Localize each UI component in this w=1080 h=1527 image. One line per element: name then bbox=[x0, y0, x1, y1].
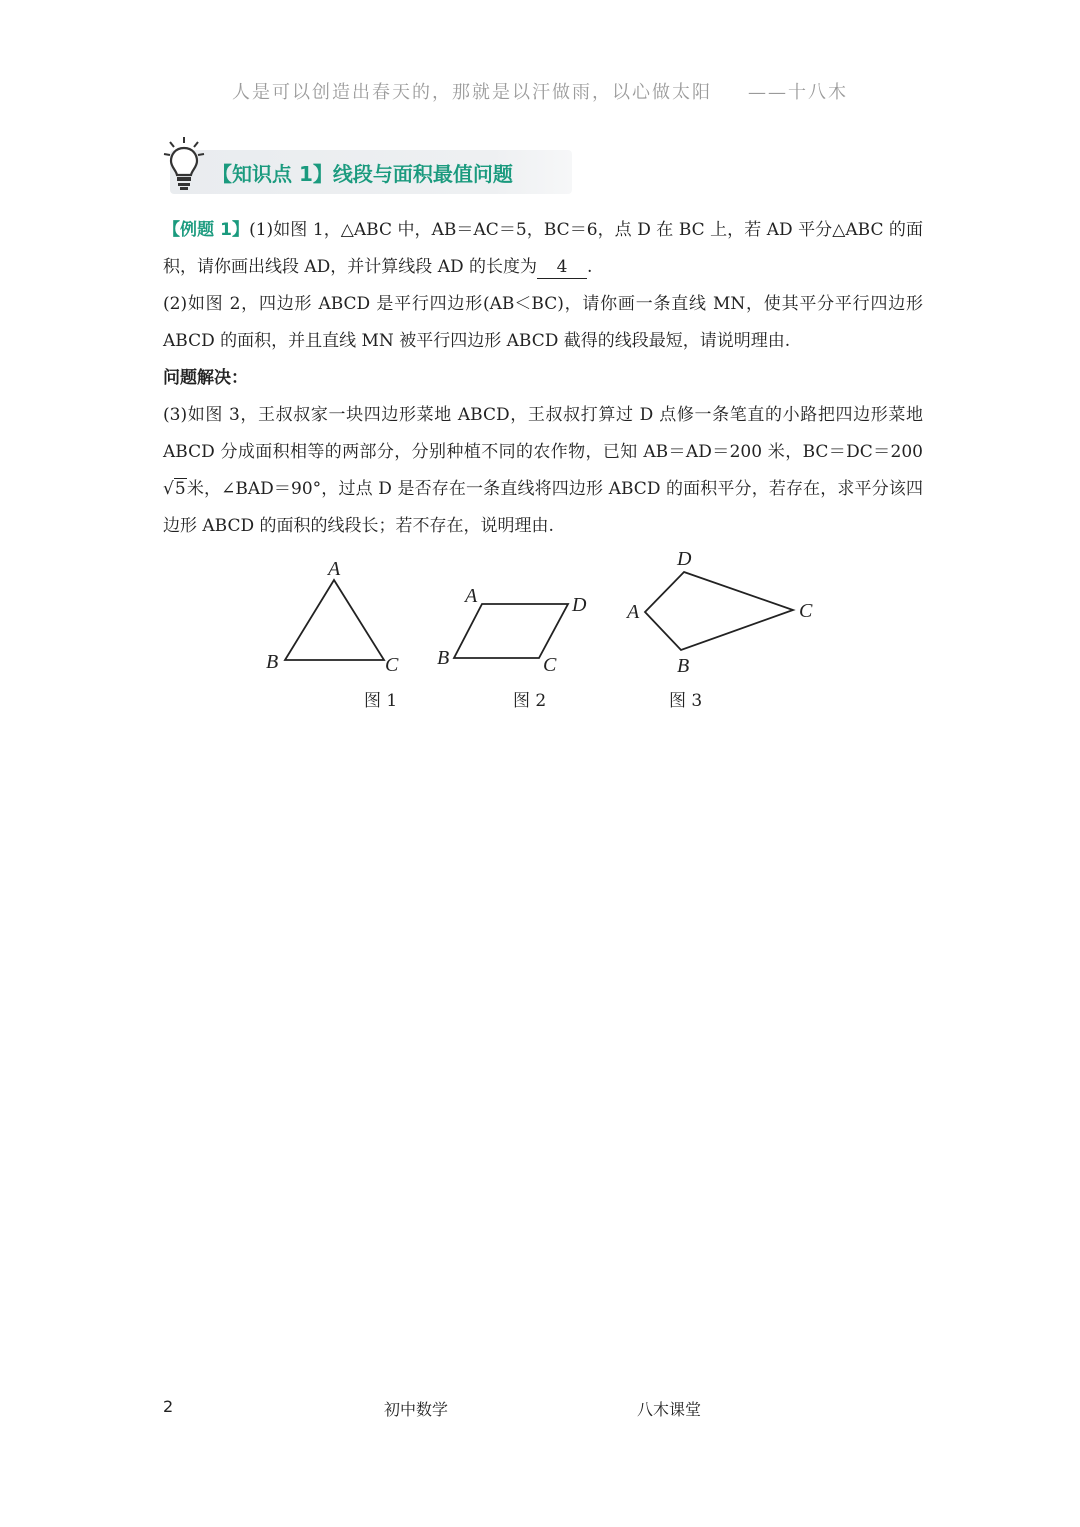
fig1-label-b: B bbox=[266, 651, 279, 673]
question-part-2: (2)如图 2，四边形 ABCD 是平行四边形(AB＜BC)，请你画一条直线 MN，使其平分平行四边形 ABCD 的面积，并且直线 MN 被平行四边形 ABCD 截得的线段最短，请说明理由. bbox=[163, 294, 923, 351]
footer-subject: 初中数学 bbox=[384, 1400, 449, 1419]
fig1-label-c: C bbox=[385, 654, 399, 676]
example-tag: 【例题 1】 bbox=[163, 220, 250, 240]
fig2-label-a: A bbox=[465, 585, 478, 607]
fig3-label-d: D bbox=[677, 548, 692, 570]
fig1-label-a: A bbox=[328, 558, 341, 580]
figure-1-triangle bbox=[266, 558, 399, 676]
question-part-1 bbox=[163, 212, 923, 286]
figure-2-parallelogram bbox=[437, 585, 587, 676]
fig2-label-d: D bbox=[572, 594, 587, 616]
sqrt-radicand: 5 bbox=[174, 479, 186, 499]
question-1-end: . bbox=[587, 257, 593, 277]
motto-text: 人是可以创造出春天的，那就是以汗做雨，以心做太阳 bbox=[232, 82, 712, 103]
question-part-3 bbox=[163, 397, 923, 545]
fig3-label-a: A bbox=[627, 601, 640, 623]
fig2-label-c: C bbox=[543, 654, 557, 676]
problem-solving-heading: 问题解决： bbox=[163, 368, 248, 388]
figure-3-kite bbox=[625, 548, 813, 677]
figure-1-caption: 图 1 bbox=[364, 691, 398, 711]
header-motto bbox=[0, 78, 1080, 104]
figures bbox=[0, 540, 1080, 690]
fig2-label-b: B bbox=[437, 647, 450, 669]
answer-blank: 4 bbox=[537, 256, 587, 279]
sqrt-symbol: √5 bbox=[163, 479, 186, 499]
fig3-label-b: B bbox=[677, 655, 690, 677]
lightbulb-icon bbox=[162, 136, 206, 192]
fig3-label-c: C bbox=[799, 600, 813, 622]
question-1-text: (1)如图 1，△ABC 中，AB＝AC＝5，BC＝6，点 D 在 BC 上，若 AD 平分△ABC 的面积，请你画出线段 AD，并计算线段 AD 的长度为 bbox=[163, 220, 923, 277]
page-number: 2 bbox=[163, 1397, 174, 1416]
question-3-text-a: (3)如图 3，王叔叔家一块四边形菜地 ABCD，王叔叔打算过 D 点修一条笔直的小路把四边形菜地 ABCD 分成面积相等的两部分，分别种植不同的农作物，已知 AB＝AD＝200 米，BC＝DC＝200 bbox=[163, 405, 923, 462]
example-content bbox=[163, 212, 923, 545]
footer-brand: 八木课堂 bbox=[637, 1400, 702, 1419]
figure-3-caption: 图 3 bbox=[669, 691, 703, 711]
motto-author: ——十八木 bbox=[748, 82, 848, 103]
figure-2-caption: 图 2 bbox=[513, 691, 547, 711]
section-title: 【知识点 1】线段与面积最值问题 bbox=[212, 162, 513, 186]
question-3-text-b: 米，∠BAD＝90°，过点 D 是否存在一条直线将四边形 ABCD 的面积平分，若存在，求平分该四边形 ABCD 的面积的线段长；若不存在，说明理由. bbox=[163, 479, 923, 536]
